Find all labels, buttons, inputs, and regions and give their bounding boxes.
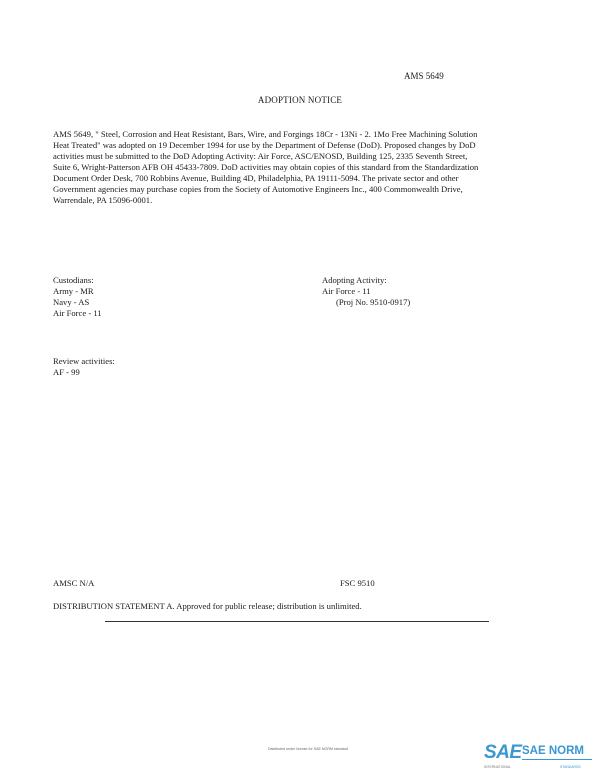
review-activities-block (53, 356, 115, 378)
fsc-code: FSC 9510 (340, 578, 375, 588)
distribution-statement: DISTRIBUTION STATEMENT A. Approved for public release; distribution is unlimited. (53, 601, 362, 611)
custodian-item: Air Force - 11 (53, 308, 102, 318)
logo-name: SAE NORM (522, 745, 584, 757)
adopting-activity-block (322, 275, 410, 308)
logo-divider (522, 759, 592, 760)
adopting-activity-project: (Proj No. 9510-0917) (336, 297, 411, 307)
amsc-code: AMSC N/A (53, 578, 95, 588)
logo-mark: SAE (484, 742, 522, 763)
document-number: AMS 5649 (404, 71, 444, 81)
custodian-item: Army - MR (53, 286, 94, 296)
adopting-activity-agency: Air Force - 11 (322, 286, 371, 296)
footer-copyright: Distributed under license for SAE NORM standard (268, 747, 348, 751)
page-title: ADOPTION NOTICE (257, 95, 343, 105)
custodians-block (53, 275, 102, 319)
logo-subtitle: INTERNATIONAL (484, 765, 511, 769)
review-activities-heading: Review activities: (53, 356, 115, 366)
review-activity-item: AF - 99 (53, 367, 80, 377)
adoption-body-text: AMS 5649, " Steel, Corrosion and Heat Resistant, Bars, Wire, and Forgings 18Cr - 13Ni - 2. 1Mo Free Machining Solution Heat Treated" was adopted on 19 December 1994 for use by the Department of Defense (DoD). Proposed changes by DoD activities must be submitted to the DoD Adopting Activity: Air Force, ASC/ENOSD, Building 125, 2335 Seventh Street, Suite 6, Wright-Patterson AFB OH 45433-7809. DoD activities may obtain copies of this standard from the Standardization Document Order Desk, 700 Robbins Avenue, Building 4D, Philadelphia, PA 19111-5094. The private sector and other Government agencies may purchase copies from the Society of Automotive Engineers Inc., 400 Commonwealth Drive, Warrendale, PA 15096-0001. (53, 129, 479, 205)
custodians-heading: Custodians: (53, 275, 94, 285)
adopting-activity-heading: Adopting Activity: (322, 275, 387, 285)
sae-norm-logo (484, 742, 596, 772)
custodian-item: Navy - AS (53, 297, 90, 307)
divider-line (105, 621, 489, 622)
logo-subtitle-right: STANDARDS (560, 765, 581, 769)
